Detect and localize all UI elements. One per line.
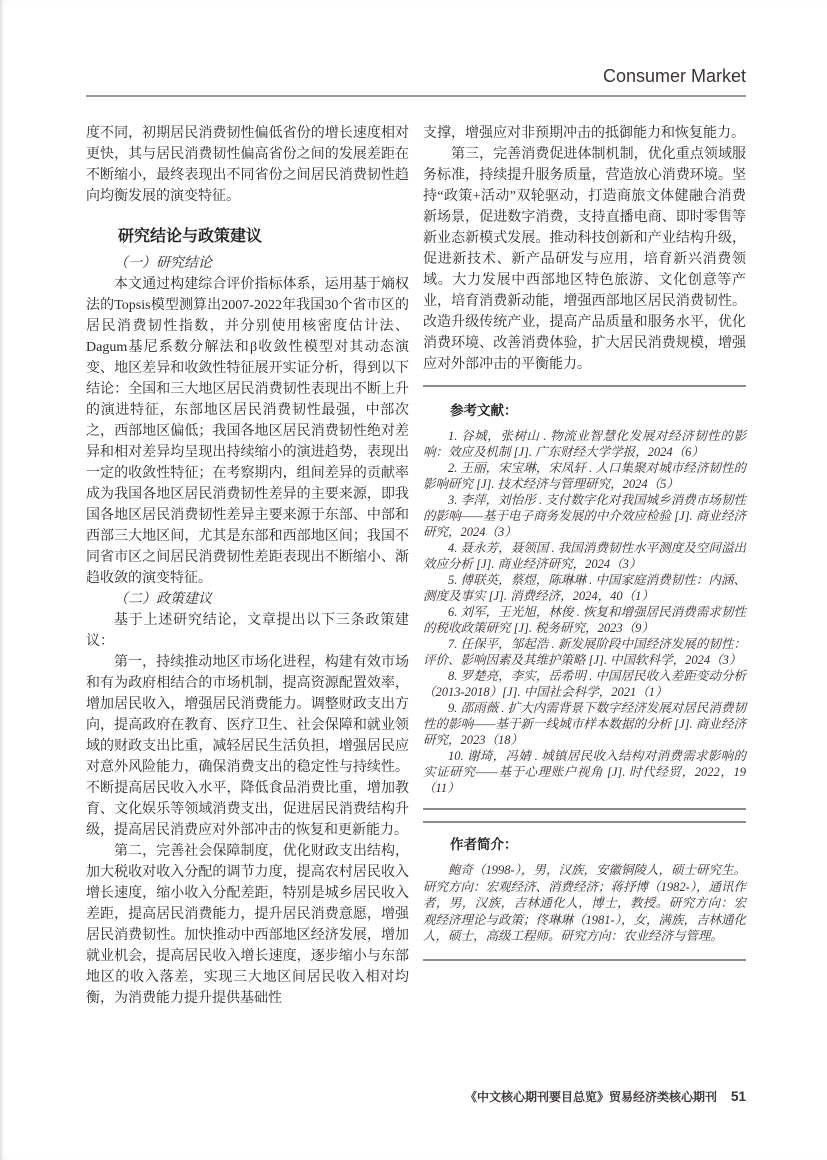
header-title: Consumer Market xyxy=(602,66,746,86)
page-header xyxy=(86,0,746,97)
reference-item: 3. 李萍，刘怡彤 . 支付数字化对我国城乡消费市场韧性的影响——基于电子商务发展的中介效应检验 [J]. 商业经济研究，2024（3） xyxy=(423,493,746,539)
footer-journal-note: 《中文核心期刊要目总览》贸易经济类核心期刊 xyxy=(464,1090,717,1104)
page-footer xyxy=(465,1088,746,1105)
paragraph-conclusion: 本文通过构建综合评价指标体系，运用基于熵权法的Topsis模型测算出2007-2022年我国30个省市区的居民消费韧性指数，并分别使用核密度估计法、Dagum基尼系数分解法和β收敛性模型对其动态演变、地区差异和收敛性特征展开实证分析，得到以下结论：全国和三大地区居民消费韧性表现出不断上升的演进特征，东部地区居民消费韧性最强，中部次之，西部地区偏低；我国各地区居民消费韧性绝对差异和相对差异均呈现出持续缩小的演进趋势，表现出一定的收敛性特征；在考察期内，组间差异的贡献率成为我国各地区居民消费韧性差异的主要来源，即我国各地区居民消费韧性差异主要来源于东部、中部和西部三大地区间，尤其是东部和西部地区间；我国不同省市区之间居民消费韧性差距表现出不断缩小、渐趋收敛的演变特征。 xyxy=(86,277,409,586)
paragraph-policy-first: 第一，持续推动地区市场化进程，构建有效市场和有为政府相结合的市场机制，提高资源配置效率，增加居民收入，增强居民消费能力。调整财政支出方向，提高政府在教育、医疗卫生、社会保障和就业领域的财政支出比重，减轻居民生活负担，增强居民应对意外风险能力，确保消费支出的稳定性与持续性。不断提高居民收入水平，降低食品消费比重，增加教育、文化娱乐等领域消费支出，促进居民消费结构升级，提高居民消费应对外部冲击的恢复和更新能力。 xyxy=(86,655,409,838)
paragraph-continuation-right: 支撑，增强应对非预期冲击的抵御能力和恢复能力。 xyxy=(423,126,745,141)
page-content xyxy=(86,0,746,1009)
page-number: 51 xyxy=(730,1089,746,1104)
author-bio-text: 鲍奇（1998-），男，汉族，安徽铜陵人，硕士研究生。研究方向：宏观经济、消费经济；蒋抒博（1982-），通讯作者，男，汉族，吉林通化人，博士，教授。研究方向：宏观经济理论与政策；佟琳琳（1981-），女，满族，吉林通化人，硕士，高级工程师。研究方向：农业经济与管理。 xyxy=(423,863,746,943)
paragraph-continuation: 度不同，初期居民消费韧性偏低省份的增长速度相对更快，其与居民消费韧性偏高省份之间的发展差距在不断缩小，最终表现出不同省份之间居民消费韧性趋向均衡发展的演变特征。 xyxy=(86,126,409,204)
reference-item: 6. 刘军，王光旭，林俊 . 恢复和增强居民消费需求韧性的税收政策研究 [J]. 税务研究，2023（9） xyxy=(423,605,746,635)
paragraph-policy-intro: 基于上述研究结论，文章提出以下三条政策建议： xyxy=(86,613,409,649)
reference-item: 5. 傅联英，蔡煜，陈琳琳 . 中国家庭消费韧性：内涵、测度及事实 [J]. 消费经济，2024，40（1） xyxy=(423,573,746,603)
two-column-layout xyxy=(86,123,746,1009)
reference-item: 9. 邵雨薇 . 扩大内需背景下数字经济发展对居民消费韧性的影响——基于新一线城市样本数据的分析 [J]. 商业经济研究，2023（18） xyxy=(423,701,746,747)
left-column xyxy=(86,123,409,1009)
references-heading: 参考文献： xyxy=(450,403,518,418)
reference-item: 10. 谢琦，冯婧 . 城镇居民收入结构对消费需求影响的实证研究——基于心理账户视角 [J]. 时代经贸，2022，19（11） xyxy=(423,749,746,795)
paragraph-policy-third: 第三，完善消费促进体制机制，优化重点领域服务标准，持续提升服务质量，营造放心消费环境。坚持“政策+活动”双轮驱动，打造商旅文体健融合消费新场景，促进数字消费，支持直播电商、即时零售等新业态新模式发展。推动科技创新和产业结构升级，促进新技术、新产品研发与应用，培育新兴消费领域。大力发展中西部地区特色旅游、文化创意等产业，培育消费新动能，增强西部地区居民消费韧性。改造升级传统产业，提高产品质量和服务水平，优化消费环境、改善消费体验，扩大居民消费规模，增强应对外部冲击的平衡能力。 xyxy=(423,147,746,372)
references-section xyxy=(423,385,746,810)
reference-item: 4. 聂永芳，聂领国 . 我国消费韧性水平测度及空间溢出效应分析 [J]. 商业经济研究，2024（3） xyxy=(423,541,746,571)
subsection-heading-1: （一）研究结论 xyxy=(114,256,212,271)
paragraph-policy-second: 第二，完善社会保障制度，优化财政支出结构，加大税收对收入分配的调节力度，提高农村居民收入增长速度，缩小收入分配差距，特别是城乡居民收入差距，提高居民消费能力，提升居民消费意愿，增强居民消费韧性。加快推动中西部地区经济发展，增加就业机会，提高居民收入增长速度，逐步缩小与东部地区的收入落差，实现三大地区间居民收入相对均衡，为消费能力提升提供基础性 xyxy=(86,844,409,1006)
reference-item: 1. 谷城，张树山 . 物流业智慧化发展对经济韧性的影响：效应及机制 [J]. 广东财经大学学报，2024（6） xyxy=(423,429,746,459)
right-column xyxy=(423,123,746,1009)
author-bio-heading: 作者简介： xyxy=(450,837,518,852)
reference-item: 7. 任保平，邹起浩 . 新发展阶段中国经济发展的韧性：评价、影响因素及其维护策略 [J]. 中国软科学，2024（3） xyxy=(423,637,746,667)
subsection-heading-2: （二）政策建议 xyxy=(114,592,212,607)
author-bio-section xyxy=(423,821,746,961)
section-heading: 研究结论与政策建议 xyxy=(118,228,263,245)
reference-item: 2. 王丽，宋宝琳，宋凤轩 . 人口集聚对城市经济韧性的影响研究 [J]. 技术经济与管理研究，2024（5） xyxy=(423,461,746,491)
reference-item: 8. 罗楚亮，李实，岳希明 . 中国居民收入差距变动分析（2013-2018）[J]. 中国社会科学，2021（1） xyxy=(423,669,746,699)
